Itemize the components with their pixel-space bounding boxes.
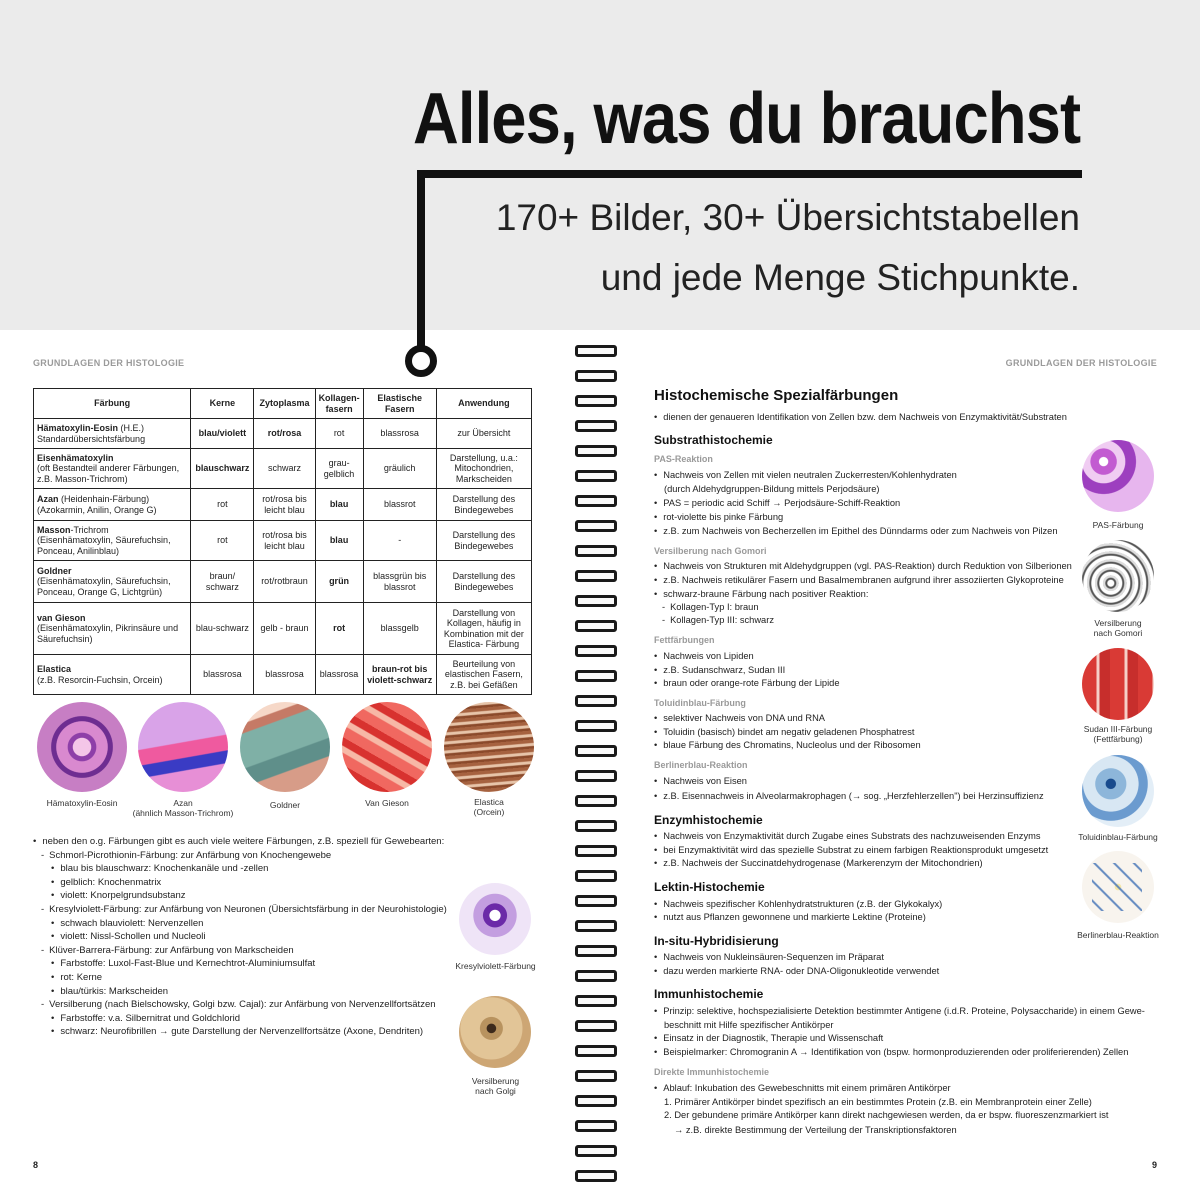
list-item: 1. Primärer Antikörper bindet spezifisch an ein bestimmtes Protein (z.B. ein Membranprotein einer Zelle) — [664, 1097, 1092, 1107]
table-cell: zur Übersicht — [436, 419, 531, 449]
list-item: • Ablauf: Inkubation des Gewebeschnitts mit einem primären Antikörper — [654, 1083, 951, 1093]
table-cell: braun-rot bis violett-schwarz — [363, 655, 436, 695]
list-item: • z.B. Sudanschwarz, Sudan III — [654, 665, 785, 675]
subsection-title: Direkte Immunhistochemie — [654, 1067, 770, 1077]
page-header: GRUNDLAGEN DER HISTOLOGIE — [1005, 358, 1157, 368]
golgi-silver-micrograph — [459, 996, 531, 1068]
spiral-ring — [575, 1095, 617, 1107]
spiral-ring — [575, 870, 617, 882]
list-item: • bei Enzymaktivität wird das spezielle Substrat zu einem farbigen Reaktionsprodukt umgesetzt — [654, 845, 1048, 855]
spiral-ring — [575, 370, 617, 382]
hero-subtitle-1: 170+ Bilder, 30+ Übersichtstabellen — [495, 197, 1080, 238]
list-item: • PAS = periodic acid Schiff → Perjodsäure-Schiff-Reaktion — [654, 498, 900, 508]
col-header: Färbung — [34, 389, 191, 419]
stain-name-cell: Azan (Heidenhain-Färbung) (Azokarmin, Anilin, Orange G) — [34, 489, 191, 521]
table-header-row — [34, 389, 532, 419]
image-caption: Van Gieson — [365, 798, 409, 808]
list-item: beschnitt mit Hilfe spezifischer Antikörper — [664, 1020, 834, 1030]
table-cell: rot/rotbraun — [254, 561, 315, 603]
spiral-ring — [575, 645, 617, 657]
he-stain-micrograph — [37, 702, 127, 792]
list-item: • blau/türkis: Markscheiden — [33, 985, 447, 999]
list-item: • z.B. Nachweis der Succinatdehydrogenase (Markerenzym der Mitochondrien) — [654, 858, 983, 868]
spiral-ring — [575, 945, 617, 957]
spiral-ring — [575, 995, 617, 1007]
toluidin-micrograph — [1082, 755, 1154, 827]
list-item: • nutzt aus Pflanzen gewonnene und markierte Lektine (Proteine) — [654, 912, 926, 922]
section-title: Lektin-Histochemie — [654, 880, 765, 894]
list-item: • Farbstoffe: Luxol-Fast-Blue und Kernechtrot-Aluminiumsulfat — [33, 957, 447, 971]
list-item: - Versilberung (nach Bielschowsky, Golgi bzw. Cajal): zur Anfärbung von Nervenzellfortsätzen — [33, 998, 447, 1012]
table-cell: Darstellung des Bindegewebes — [436, 489, 531, 521]
list-item: • Farbstoffe: v.a. Silbernitrat und Goldchlorid — [33, 1012, 447, 1026]
list-item: • Nachweis von Eisen — [654, 776, 747, 786]
spiral-ring — [575, 495, 617, 507]
table-cell: blau — [315, 489, 363, 521]
spiral-ring — [575, 895, 617, 907]
stain-name-cell: Hämatoxylin-Eosin (H.E.) Standardübersichtsfärbung — [34, 419, 191, 449]
page-number: 9 — [1152, 1160, 1158, 1170]
hero-title: Alles, was du brauchst — [412, 79, 1080, 159]
list-item: • Einsatz in der Diagnostik, Therapie und Wissenschaft — [654, 1033, 883, 1043]
table-cell: rot — [315, 603, 363, 655]
spiral-ring — [575, 1120, 617, 1132]
pas-micrograph — [1082, 440, 1154, 512]
spiral-ring — [575, 570, 617, 582]
table-cell: braun/ schwarz — [191, 561, 254, 603]
list-item: • violett: Nissl-Schollen und Nucleoli — [33, 930, 447, 944]
list-item: • neben den o.g. Färbungen gibt es auch viele weitere Färbungen, z.B. speziell für Gewebearten: — [33, 835, 447, 849]
table-row — [34, 655, 532, 695]
table-cell: grau-gelblich — [315, 449, 363, 489]
table-cell: rot — [191, 521, 254, 561]
list-item: • schwarz-braune Färbung nach positiver Reaktion: — [654, 589, 868, 599]
sudan-micrograph — [1082, 648, 1154, 720]
col-header: Kerne — [191, 389, 254, 419]
table-cell: Darstellung, u.a.: Mitochondrien, Markscheiden — [436, 449, 531, 489]
image-caption: Kresylviolett-Färbung — [455, 961, 536, 971]
list-item: • Prinzip: selektive, hochspezialisierte Detektion bestimmter Antigene (i.d.R. Proteine, Polysaccharide) in einem Gewe- — [654, 1006, 1145, 1016]
table-cell: blau/violett — [191, 419, 254, 449]
spiral-ring — [575, 420, 617, 432]
section-title: Immunhistochemie — [654, 987, 764, 1001]
list-item: • violett: Knorpelgrundsubstanz — [33, 889, 447, 903]
page-title: Histochemische Spezialfärbungen — [654, 387, 899, 404]
list-item: • braun oder orange-rote Färbung der Lipide — [654, 678, 840, 688]
image-caption: Sudan III-Färbung (Fettfärbung) — [1083, 724, 1153, 744]
left-page — [0, 330, 588, 1200]
image-caption: Azan (ähnlich Masson-Trichrom) — [132, 798, 234, 818]
list-item: • z.B. zum Nachweis von Becherzellen im Epithel des Dünndarms oder zum Nachweis von Pilzen — [654, 526, 1058, 536]
spiral-ring — [575, 520, 617, 532]
col-header: Kollagen-fasern — [315, 389, 363, 419]
hero-banner — [0, 0, 1200, 330]
spiral-ring — [575, 445, 617, 457]
list-item: • rot: Kerne — [33, 971, 447, 985]
table-cell: blassrosa — [363, 419, 436, 449]
spiral-ring — [575, 1070, 617, 1082]
list-item: • z.B. Nachweis retikulärer Fasern und Basalmembranen aufgrund ihrer assoziierten Glykoproteine — [654, 575, 1064, 585]
list-item: • z.B. Eisennachweis in Alveolarmakrophagen (→ sog. „Herzfehlerzellen") bei Herzinsuffizienz — [654, 791, 1044, 801]
subsection-title: Toluidinblau-Färbung — [654, 698, 746, 708]
subsection-title: Fettfärbungen — [654, 635, 715, 645]
table-cell: gräulich — [363, 449, 436, 489]
list-item: • schwarz: Neurofibrillen → gute Darstellung der Nervenzellfortsätze (Axone, Dendriten) — [33, 1025, 447, 1039]
spiral-ring — [575, 1145, 617, 1157]
image-caption: Goldner — [269, 800, 301, 810]
list-item: → z.B. direkte Bestimmung der Verteilung der Transkriptionsfaktoren — [674, 1125, 957, 1135]
list-item: - Kresylviolett-Färbung: zur Anfärbung von Neuronen (Übersichtsfärbung in der Neurohistologie) — [33, 903, 447, 917]
berlinerblau-micrograph — [1082, 851, 1154, 923]
table-row — [34, 449, 532, 489]
spiral-ring — [575, 745, 617, 757]
spiral-ring — [575, 1170, 617, 1182]
page-header: GRUNDLAGEN DER HISTOLOGIE — [33, 358, 185, 368]
section-title: Enzymhistochemie — [654, 813, 763, 827]
list-item: - Schmorl-Picrothionin-Färbung: zur Anfärbung von Knochengewebe — [33, 849, 447, 863]
spiral-ring — [575, 345, 617, 357]
spiral-ring — [575, 795, 617, 807]
right-page — [598, 330, 1200, 1200]
subsection-title: PAS-Reaktion — [654, 454, 713, 464]
list-item: (durch Aldehydgruppen-Bildung mittels Perjodsäure) — [664, 484, 880, 494]
image-caption: Versilberung nach Gomori — [1093, 618, 1143, 638]
list-item: - Klüver-Barrera-Färbung: zur Anfärbung von Markscheiden — [33, 944, 447, 958]
gomori-silver-micrograph — [1082, 540, 1154, 612]
subsection-title: Berlinerblau-Reaktion — [654, 760, 748, 770]
hero-subtitle-2: und jede Menge Stichpunkte. — [600, 257, 1080, 298]
table-row — [34, 521, 532, 561]
table-cell: Darstellung von Kollagen, häufig in Kombination mit der Elastica- Färbung — [436, 603, 531, 655]
image-caption: Elastica (Orcein) — [473, 797, 505, 817]
table-row — [34, 489, 532, 521]
image-caption: Hämatoxylin-Eosin — [46, 798, 118, 808]
stain-name-cell: Masson-Trichrom (Eisenhämatoxylin, Säurefuchsin, Ponceau, Anilinblau) — [34, 521, 191, 561]
col-header: Anwendung — [436, 389, 531, 419]
list-item: • Nachweis spezifischer Kohlenhydratstrukturen (z.B. der Glykokalyx) — [654, 899, 942, 909]
list-item: • schwach blauviolett: Nervenzellen — [33, 917, 447, 931]
image-caption: Versilberung nach Golgi — [471, 1076, 520, 1096]
list-item: • dienen der genaueren Identifikation von Zellen bzw. dem Nachweis von Enzymaktivität/Substraten — [654, 412, 1067, 422]
stain-name-cell: Goldner (Eisenhämatoxylin, Säurefuchsin, Ponceau, Orange G, Lichtgrün) — [34, 561, 191, 603]
list-item: • Beispielmarker: Chromogranin A → Identifikation von (bspw. hormonproduzierenden oder proliferierenden) Zellen — [654, 1047, 1128, 1057]
table-row — [34, 603, 532, 655]
table-cell: - — [363, 521, 436, 561]
image-caption: Berlinerblau-Reaktion — [1077, 930, 1159, 940]
table-cell: Beurteilung von elastischen Fasern, z.B. bei Gefäßen — [436, 655, 531, 695]
image-caption: Toluidinblau-Färbung — [1078, 832, 1158, 842]
section-title: In-situ-Hybridisierung — [654, 934, 779, 948]
connector-line — [417, 170, 1082, 178]
table-cell: blassrosa — [315, 655, 363, 695]
spiral-binding — [575, 345, 619, 1200]
spiral-ring — [575, 395, 617, 407]
list-item: • Nachweis von Lipiden — [654, 651, 754, 661]
table-cell: blassrosa — [254, 655, 315, 695]
spiral-ring — [575, 970, 617, 982]
connector-line — [417, 170, 425, 350]
van-gieson-stain-micrograph — [342, 702, 432, 792]
list-item: • Nachweis von Nukleinsäuren-Sequenzen im Präparat — [654, 952, 884, 962]
azan-stain-micrograph — [138, 702, 228, 792]
spiral-ring — [575, 820, 617, 832]
col-header: Zytoplasma — [254, 389, 315, 419]
table-cell: blau — [315, 521, 363, 561]
spiral-ring — [575, 695, 617, 707]
stain-name-cell: Elastica (z.B. Resorcin-Fuchsin, Orcein) — [34, 655, 191, 695]
table-row — [34, 561, 532, 603]
table-cell: schwarz — [254, 449, 315, 489]
col-header: Elastische Fasern — [363, 389, 436, 419]
spiral-ring — [575, 545, 617, 557]
image-caption: PAS-Färbung — [1092, 520, 1144, 530]
table-cell: Darstellung des Bindegewebes — [436, 521, 531, 561]
list-item: • Toluidin (basisch) bindet am negativ geladenen Phosphatrest — [654, 727, 914, 737]
list-item: • dazu werden markierte RNA- oder DNA-Oligonukleotide verwendet — [654, 966, 939, 976]
stain-name-cell: van Gieson (Eisenhämatoxylin, Pikrinsäure und Säurefuchsin) — [34, 603, 191, 655]
list-item: • selektiver Nachweis von DNA und RNA — [654, 713, 825, 723]
list-item: • gelblich: Knochenmatrix — [33, 876, 447, 890]
list-item: • blau bis blauschwarz: Knochenkanäle und -zellen — [33, 862, 447, 876]
spiral-ring — [575, 770, 617, 782]
connector-ring — [405, 345, 437, 377]
list-item: 2. Der gebundene primäre Antikörper kann direkt nachgewiesen werden, da er bspw. fluoreszenzmarkiert ist — [664, 1110, 1109, 1120]
spiral-ring — [575, 595, 617, 607]
table-cell: Darstellung des Bindegewebes — [436, 561, 531, 603]
list-item: - Kollagen-Typ I: braun — [654, 602, 758, 612]
table-cell: blassrosa — [191, 655, 254, 695]
spiral-ring — [575, 1020, 617, 1032]
page-number: 8 — [33, 1160, 39, 1170]
kresylviolett-micrograph — [459, 883, 531, 955]
list-item: - Kollagen-Typ III: schwarz — [654, 615, 774, 625]
list-item: • Nachweis von Strukturen mit Aldehydgruppen (vgl. PAS-Reaktion) durch Reduktion von Silberionen — [654, 561, 1072, 571]
spiral-ring — [575, 470, 617, 482]
spiral-ring — [575, 920, 617, 932]
table-cell: rot — [315, 419, 363, 449]
table-cell: grün — [315, 561, 363, 603]
list-item: • Nachweis von Zellen mit vielen neutralen Zuckerresten/Kohlenhydraten — [654, 470, 957, 480]
table-cell: rot — [191, 489, 254, 521]
table-cell: rot/rosa bis leicht blau — [254, 521, 315, 561]
table-cell: rot/rosa — [254, 419, 315, 449]
table-cell: blauschwarz — [191, 449, 254, 489]
list-item: • Nachweis von Enzymaktivität durch Zugabe eines Substrats des nachzuweisenden Enzyms — [654, 831, 1041, 841]
table-cell: blau-schwarz — [191, 603, 254, 655]
staining-table — [33, 388, 532, 695]
goldner-stain-micrograph — [240, 702, 330, 792]
table-cell: rot/rosa bis leicht blau — [254, 489, 315, 521]
spiral-ring — [575, 845, 617, 857]
table-cell: blassgelb — [363, 603, 436, 655]
table-row — [34, 419, 532, 449]
list-item: • rot-violette bis pinke Färbung — [654, 512, 783, 522]
subsection-title: Versilberung nach Gomori — [654, 546, 767, 556]
elastica-stain-micrograph — [444, 702, 534, 792]
table-cell: blassgrün bis blassrot — [363, 561, 436, 603]
staining-list — [33, 835, 447, 1039]
spiral-ring — [575, 720, 617, 732]
table-cell: blassrot — [363, 489, 436, 521]
section-title: Substrathistochemie — [654, 433, 773, 447]
stain-name-cell: Eisenhämatoxylin (oft Bestandteil anderer Färbungen, z.B. Masson-Trichrom) — [34, 449, 191, 489]
spiral-ring — [575, 670, 617, 682]
spiral-ring — [575, 620, 617, 632]
spiral-ring — [575, 1045, 617, 1057]
table-cell: gelb - braun — [254, 603, 315, 655]
list-item: • blaue Färbung des Chromatins, Nucleolus und der Ribosomen — [654, 740, 921, 750]
